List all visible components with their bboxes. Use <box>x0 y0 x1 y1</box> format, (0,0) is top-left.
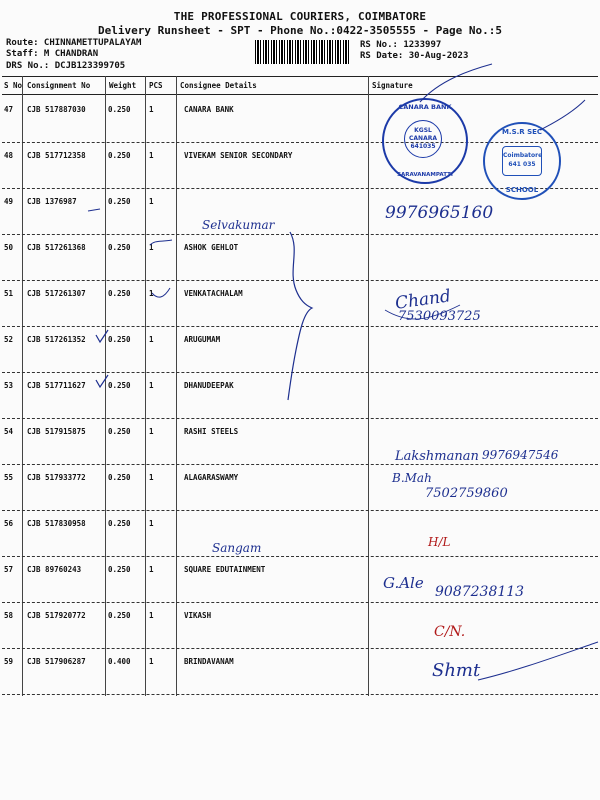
rs-date: RS Date: 30-Aug-2023 <box>360 51 469 61</box>
cell-weight: 0.250 <box>108 611 131 620</box>
cell-consignee: BRINDAVANAM <box>184 657 234 666</box>
cell-weight: 0.250 <box>108 243 131 252</box>
handwritten-selvakumar: Selvakumar <box>202 218 275 232</box>
cell-pcs: 1 <box>149 473 154 482</box>
rs-number: RS No.: 1233997 <box>360 40 442 50</box>
cell-weight: 0.400 <box>108 657 131 666</box>
cell-consignee: CANARA BANK <box>184 105 234 114</box>
cell-sno: 47 <box>4 105 14 114</box>
handwritten-hl: H/L <box>428 535 451 549</box>
cell-pcs: 1 <box>149 427 154 436</box>
signature-row51-phone: 7530093725 <box>398 309 481 324</box>
header-consignment: Consignment No <box>27 81 91 90</box>
cell-sno: 57 <box>4 565 14 574</box>
cell-pcs: 1 <box>149 151 154 160</box>
cell-consignee: RASHI STEELS <box>184 427 239 436</box>
cell-consignment: CJB 517906287 <box>27 657 86 666</box>
cell-pcs: 1 <box>149 657 154 666</box>
cell-consignment: CJB 517711627 <box>27 381 86 390</box>
signature-row55-name2: B.Mah <box>392 471 432 485</box>
stamp-ring-text: M.S.R SEC <box>501 128 543 136</box>
header-consignee: Consignee Details <box>180 81 257 90</box>
cell-consignee: ARUGUMAM <box>184 335 221 344</box>
signature-row49: 9976965160 <box>385 203 494 223</box>
cell-weight: 0.250 <box>108 427 131 436</box>
document-subtitle: Delivery Runsheet - SPT - Phone No.:0422-3505555 - Page No.:5 <box>98 24 502 37</box>
cell-consignment: CJB 1376987 <box>27 197 77 206</box>
cell-sno: 50 <box>4 243 14 252</box>
cell-pcs: 1 <box>149 243 154 252</box>
signature-row59: Shmt <box>432 660 481 681</box>
drs-label: DRS No.: DCJB123399705 <box>6 61 126 71</box>
cell-pcs: 1 <box>149 335 154 344</box>
cell-pcs: 1 <box>149 381 154 390</box>
cell-weight: 0.250 <box>108 105 131 114</box>
cell-weight: 0.250 <box>108 289 131 298</box>
cell-sno: 49 <box>4 197 14 206</box>
signature-row55-phone2: 7502759860 <box>425 486 508 501</box>
cell-consignee: ALAGARASWAMY <box>184 473 239 482</box>
stamp-ring-text: CANARA BANK <box>398 103 452 111</box>
cell-sno: 53 <box>4 381 14 390</box>
cell-weight: 0.250 <box>108 197 131 206</box>
cell-consignee: VIKASH <box>184 611 212 620</box>
signature-row51: Chand <box>393 286 453 314</box>
document-title: THE PROFESSIONAL COURIERS, COIMBATORE <box>173 10 427 23</box>
handwritten-cn: C/N. <box>434 624 466 640</box>
cell-sno: 52 <box>4 335 14 344</box>
cell-sno: 56 <box>4 519 14 528</box>
signature-row57-phone: 9087238113 <box>435 584 525 600</box>
cell-sno: 58 <box>4 611 14 620</box>
cell-consignment: CJB 517712358 <box>27 151 86 160</box>
cell-pcs: 1 <box>149 565 154 574</box>
header-weight: Weight <box>109 81 137 90</box>
route-label: Route: CHINNAMETTUPALAYAM <box>6 38 142 48</box>
cell-consignment: CJB 517933772 <box>27 473 86 482</box>
cell-pcs: 1 <box>149 289 154 298</box>
stamp-bottom-text: SARAVANAMPATTI <box>397 172 453 178</box>
cell-consignee: ASHOK GEHLOT <box>184 243 239 252</box>
stamp-center-text: Coimbatore 641 035 <box>502 146 542 176</box>
staff-label: Staff: M CHANDRAN <box>6 49 99 59</box>
cell-weight: 0.250 <box>108 151 131 160</box>
header-signature: Signature <box>372 81 413 90</box>
cell-sno: 54 <box>4 427 14 436</box>
cell-weight: 0.250 <box>108 473 131 482</box>
cell-consignment: CJB 89760243 <box>27 565 82 574</box>
cell-consignment: CJB 517261307 <box>27 289 86 298</box>
handwritten-sangam: Sangam <box>212 541 262 555</box>
stamp-bottom-text: SCHOOL <box>505 186 539 194</box>
cell-consignment: CJB 517887030 <box>27 105 86 114</box>
cell-consignment: CJB 517920772 <box>27 611 86 620</box>
cell-pcs: 1 <box>149 519 154 528</box>
cell-sno: 59 <box>4 657 14 666</box>
cell-sno: 55 <box>4 473 14 482</box>
cell-consignee: DHANUDEEPAK <box>184 381 234 390</box>
cell-pcs: 1 <box>149 197 154 206</box>
cell-consignee: VENKATACHALAM <box>184 289 243 298</box>
cell-consignment: CJB 517915875 <box>27 427 86 436</box>
cell-consignment: CJB 517261352 <box>27 335 86 344</box>
stamp-center-text: KGSL CANARA 641035 <box>404 120 442 158</box>
cell-sno: 51 <box>4 289 14 298</box>
signature-row57: G.Ale <box>383 574 424 592</box>
cell-weight: 0.250 <box>108 519 131 528</box>
cell-weight: 0.250 <box>108 381 131 390</box>
cell-weight: 0.250 <box>108 335 131 344</box>
cell-sno: 48 <box>4 151 14 160</box>
cell-pcs: 1 <box>149 105 154 114</box>
header-sno: S No <box>4 81 23 90</box>
cell-consignment: CJB 517261368 <box>27 243 86 252</box>
signature-row55-phone: 9976947546 <box>482 448 559 462</box>
cell-consignee: VIVEKAM SENIOR SECONDARY <box>184 151 293 160</box>
cell-weight: 0.250 <box>108 565 131 574</box>
signature-row55: Lakshmanan <box>395 449 479 464</box>
cell-consignee: SQUARE EDUTAINMENT <box>184 565 266 574</box>
header-pcs: PCS <box>149 81 163 90</box>
cell-consignment: CJB 517830958 <box>27 519 86 528</box>
cell-pcs: 1 <box>149 611 154 620</box>
